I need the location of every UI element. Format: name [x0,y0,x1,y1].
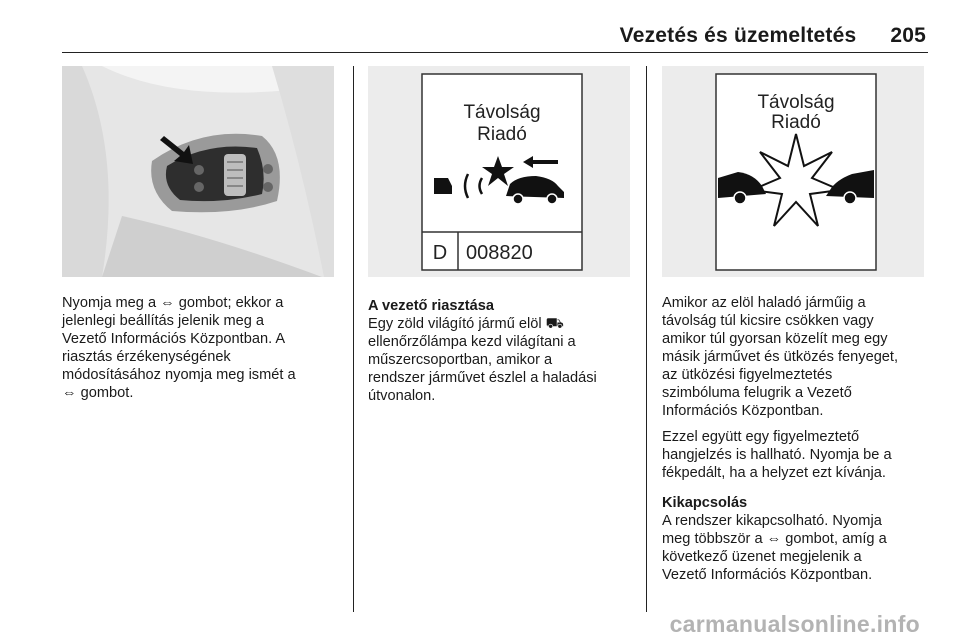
text-line: riasztás érzékenységének [62,349,231,365]
col2-text [368,297,636,405]
steering-wheel-illustration [62,66,334,277]
text-line: ⇔ gombot. [62,385,134,401]
page-header [620,24,926,48]
steering-wheel-figure [62,66,334,277]
text-line: A rendszer kikapcsolható. Nyomja [662,513,882,529]
text-line: távolság túl kicsire csökken vagy [662,313,874,329]
text-line: Vezető Információs Központban. [662,567,873,583]
text-line: meg többször a ⇔ gombot, amíg a [662,531,887,547]
display-title-1: Távolság [757,92,835,113]
display-title-2: Riadó [771,112,821,133]
text-line: következő üzenet megjelenik a [662,549,862,565]
display-code-number: 008820 [466,242,533,264]
text-line: másik járművet és ütközés fenyeget, [662,349,899,365]
text-line: Egy zöld világító jármű elöl ⛟ [368,316,564,332]
text-line: szimbóluma felugrik a Vezető [662,385,852,401]
text-line: Amikor az elöl haladó járműig a [662,295,866,311]
text-line: útvonalon. [368,388,436,404]
col1-paragraph [62,294,334,402]
col3-text [662,294,928,584]
collision-alert-figure [662,66,924,277]
distance-alert-display-figure [368,66,630,277]
text-line: Vezető Információs Központban. A [62,331,286,347]
column-1 [62,66,334,402]
text-line: hangjelzés is hallható. Nyomja be a [662,447,892,463]
display-illustration [368,66,630,277]
section-title: Vezetés és üzemeltetés [619,24,857,47]
text-line: rendszer járművet észlel a haladási [368,370,597,386]
text-line: jelenlegi beállítás jelenik meg a [62,313,265,329]
column-3 [662,66,928,584]
column-2 [368,66,636,405]
text-line: fékpedált, ha a helyzet ezt kívánja. [662,465,886,481]
text-line: az ütközési figyelmeztetés [662,367,833,383]
text-line: Ezzel együtt egy figyelmeztető [662,429,860,445]
text-line: módosításához nyomja meg ismét a [62,367,296,383]
column-divider-2 [646,66,647,612]
column-divider-1 [353,66,354,612]
header-rule [62,52,928,53]
display-title-1: Távolság [463,102,541,123]
display-code-letter: D [432,242,448,264]
text-line: műszercsoportban, amikor a [368,352,553,368]
subheading-driver-alert: A vezető riasztása [368,298,494,314]
display-title-2: Riadó [477,124,527,145]
text-line: Információs Központban. [662,403,824,419]
page-number: 205 [890,24,926,47]
collision-illustration [662,66,924,277]
text-line: amikor túl gyorsan közelít meg egy [662,331,888,347]
watermark: carmanualsonline.info [669,611,920,637]
text-line: Nyomja meg a ⇔ gombot; ekkor a [62,295,284,311]
text-line: ellenőrzőlámpa kezd világítani a [368,334,576,350]
subheading-disable: Kikapcsolás [662,495,748,511]
